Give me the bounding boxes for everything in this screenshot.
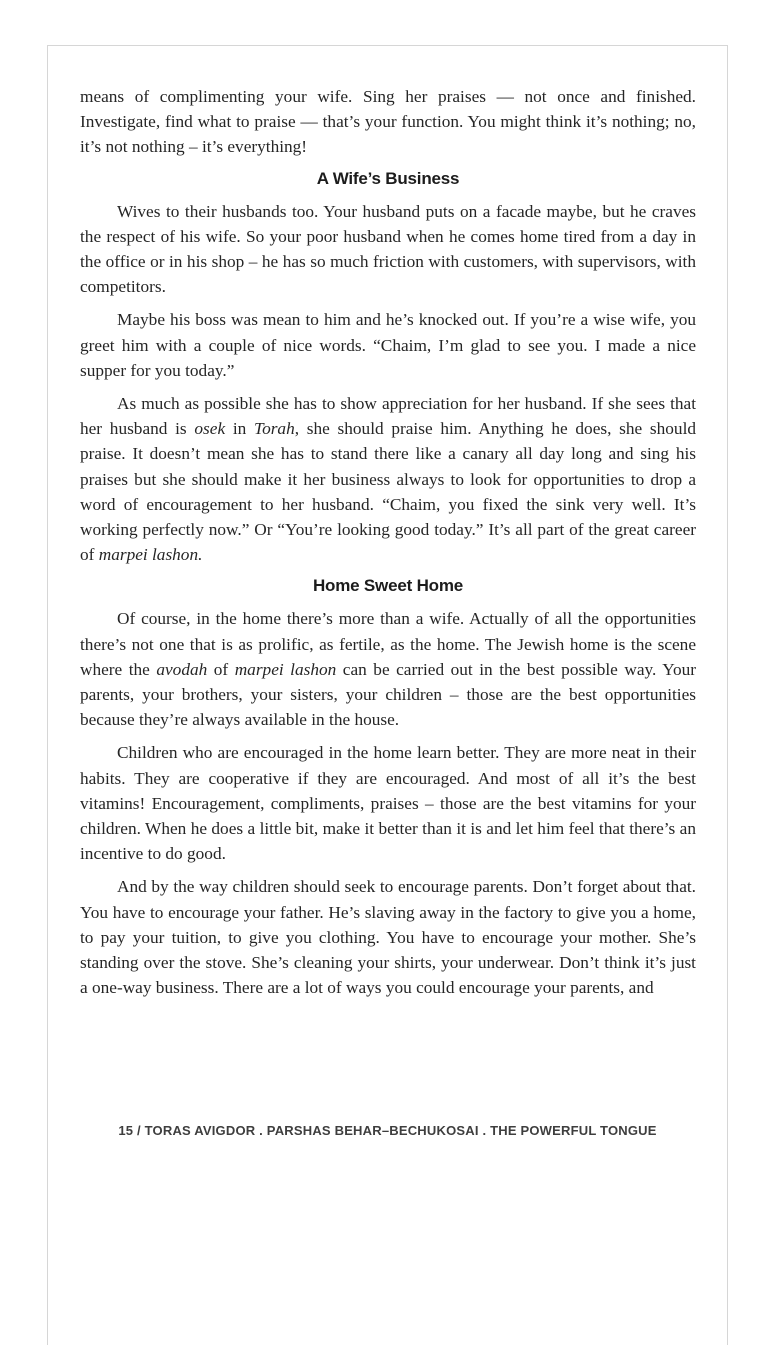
page-frame [47,45,728,1345]
paragraph [80,874,696,1000]
page-body [80,84,696,1001]
text-run: Children who are encouraged in the home learn better. They are more neat in their habits. They are cooperative if they are encouraged. And most of all it’s the best vitamins! Encouragement, compliments, praises – those are the best vitamins for your children. When he does a little bit, make it better than it is and let him feel that there’s an incentive to do good. [80,743,696,864]
italic-term: marpei lashon. [98,545,203,565]
text-run: As much as possible she has to show appreciation for her husband. If she sees that her husband is [80,394,696,439]
paragraph [80,84,696,160]
text-run: Maybe his boss was mean to him and he’s knocked out. If you’re a wise wife, you greet him with a couple of nice words. “Chaim, I’m glad to see you. I made a nice supper for you today.” [80,310,696,380]
text-run: Of course, in the home there’s more than a wife. Actually of all the opportunities there’s not one that is as prolific, as fertile, as the home. The Jewish home is the scene where the [80,609,696,679]
paragraph [80,606,696,732]
text-run: means of complimenting your wife. Sing her praises — not once and finished. Investigate, find what to praise — that’s your function. You might think it’s nothing; no, it’s not nothing – it’s everything! [80,87,696,157]
paragraph [80,199,696,300]
italic-term: avodah [156,659,208,679]
paragraph [80,740,696,866]
italic-term: osek [194,419,226,439]
text-run: Wives to their husbands too. Your husband puts on a facade maybe, but he craves the respect of his wife. So your poor husband when he comes home tired from a day in the office or in his shop – he has so much friction with customers, with supervisors, with competitors. [80,201,696,297]
italic-term: Torah [254,419,295,439]
text-run: can be carried out in the best possible way. Your parents, your brothers, your sisters, your children – those are the best opportunities because they’re always available in the house. [80,659,696,730]
footer-text: 15 / TORAS AVIGDOR . PARSHAS BEHAR–BECHUKOSAI . THE POWERFUL TONGUE [118,1123,657,1138]
section-heading: Home Sweet Home [312,576,464,596]
text-run: in [225,419,255,439]
section-heading: A Wife’s Business [316,168,460,188]
paragraph [80,391,696,567]
text-run: of [207,659,235,679]
italic-term: marpei lashon [234,659,337,679]
text-run: And by the way children should seek to encourage parents. Don’t forget about that. You have to encourage your father. He’s slaving away in the factory to give you a home, to pay your tuition, to give you clothing. You have to encourage your mother. She’s standing over the stove. She’s cleaning your shirts, your underwear. Don’t think it’s just a one-way business. There are a lot of ways you could encourage your parents, and [80,877,696,998]
page-footer [48,1123,727,1138]
text-run: , she should praise him. Anything he does, she should praise. It doesn’t mean she has to stand there like a canary all day long and sing his praises but she should make it her business always to look for opportunities to drop a word of encouragement to her husband. “Chaim, you fixed the sink very well. It’s working perfectly now.” Or “You’re looking good today.” It’s all part of the great career of [80,419,697,565]
paragraph [80,307,696,383]
